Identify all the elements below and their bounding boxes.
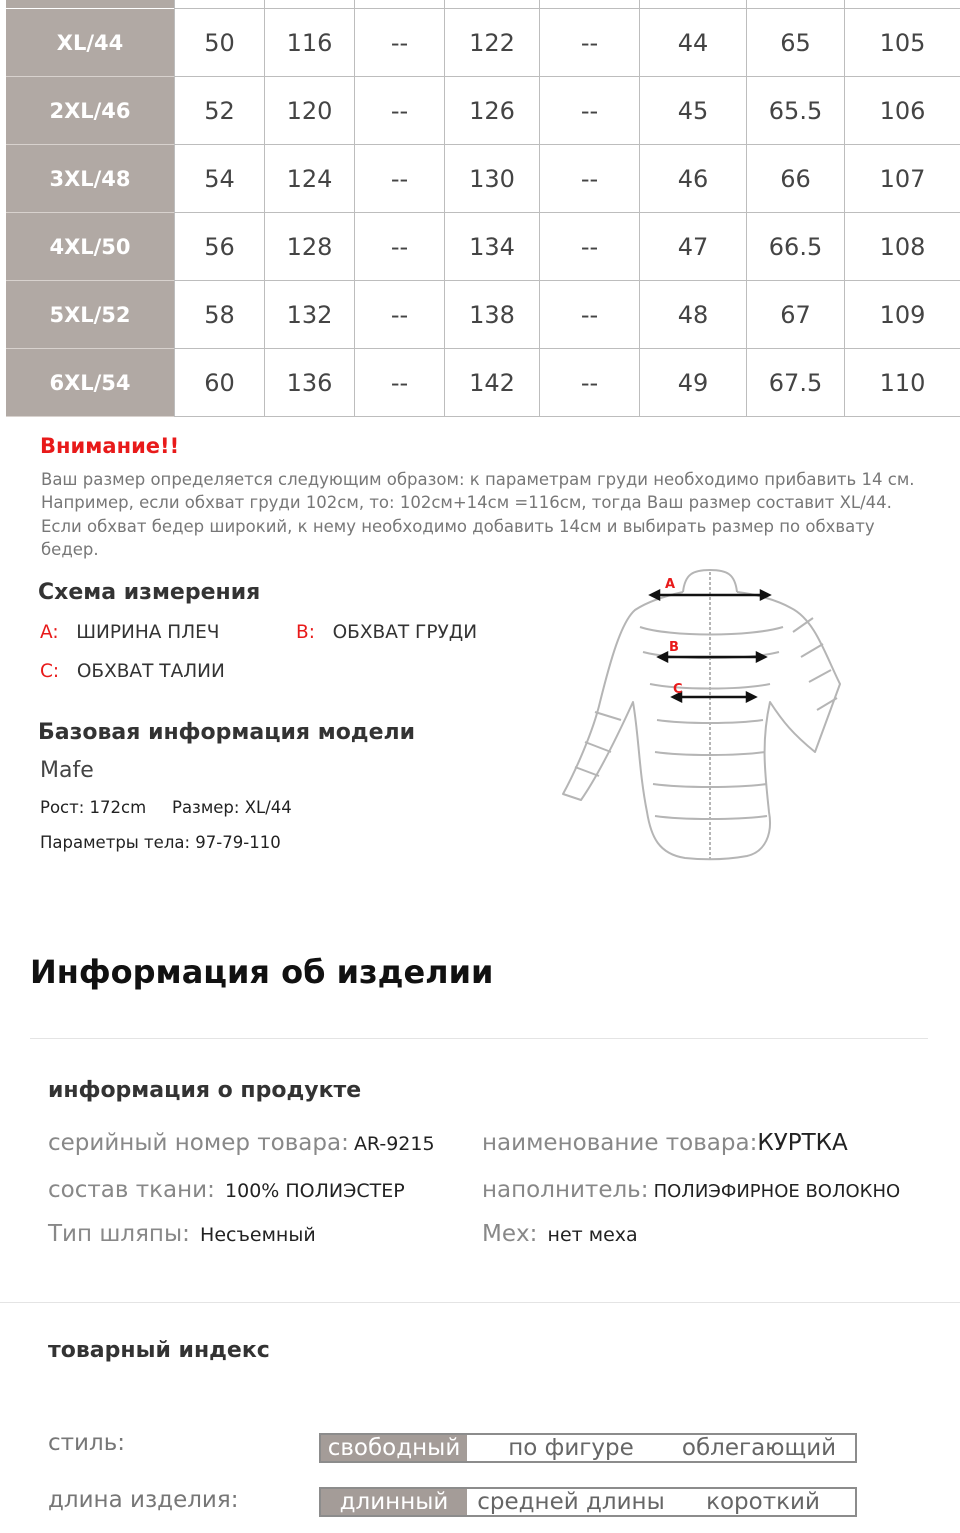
measure-item-a [40, 622, 220, 643]
table-row [6, 145, 960, 213]
divider [0, 1302, 960, 1303]
length-option-medium: средней длины [477, 1489, 665, 1515]
field-label: состав ткани: [48, 1177, 215, 1203]
table-cell: -- [539, 349, 639, 417]
size-label-cell: 5XL/52 [6, 281, 174, 349]
style-scale [319, 1433, 857, 1463]
table-cell: 107 [844, 145, 960, 213]
table-cell: -- [539, 77, 639, 145]
field-value: нет меха [547, 1224, 638, 1246]
table-cell: 50 [174, 9, 264, 77]
table-cell: 65 [746, 9, 844, 77]
table-row [6, 9, 960, 77]
measure-key: B: [296, 622, 315, 643]
table-cell: -- [539, 145, 639, 213]
table-gridline [174, 0, 175, 8]
table-cell: 48 [639, 281, 746, 349]
table-gridline [539, 0, 540, 8]
table-cell: 122 [444, 9, 539, 77]
table-cell: 105 [844, 9, 960, 77]
table-cell: 130 [444, 145, 539, 213]
table-cell: -- [354, 145, 444, 213]
table-cell: 52 [174, 77, 264, 145]
length-option-long: длинный [321, 1489, 467, 1515]
field-serial [48, 1130, 435, 1156]
model-params-label: Параметры тела: [40, 833, 191, 852]
warning-text: Ваш размер определяется следующим образом: к параметрам груди необходимо прибавить 14 см. Например, если обхват груди 102см, то: 102см+14см =116см, тогда Ваш размер составит XL/44. Если обхват бедер широкий, к нему необходимо добавить 14см и выбирать размер по обхвату бедер. [41, 470, 915, 559]
size-label-cell: 2XL/46 [6, 77, 174, 145]
table-cell: 132 [264, 281, 354, 349]
table-top-size-strip [6, 0, 174, 8]
table-row [6, 349, 960, 417]
measure-label: ШИРИНА ПЛЕЧ [76, 622, 220, 643]
field-fabric [48, 1177, 405, 1203]
field-label: Мех: [482, 1221, 538, 1247]
table-cell: 108 [844, 213, 960, 281]
table-cell: 45 [639, 77, 746, 145]
table-gridline [746, 0, 747, 8]
model-height-line [40, 798, 146, 817]
table-cell: 60 [174, 349, 264, 417]
table-cell: -- [354, 213, 444, 281]
measure-label: ОБХВАТ ГРУДИ [332, 622, 478, 643]
size-table [6, 0, 960, 417]
style-label: стиль: [48, 1430, 125, 1456]
model-size-label: Размер: [172, 798, 240, 817]
field-value: 100% ПОЛИЭСТЕР [225, 1180, 405, 1202]
model-params-value: 97-79-110 [195, 833, 281, 852]
table-cell: 44 [639, 9, 746, 77]
table-cell: 120 [264, 77, 354, 145]
table-cell: 47 [639, 213, 746, 281]
field-hood [48, 1221, 316, 1247]
table-cell: 67 [746, 281, 844, 349]
field-value: AR-9215 [353, 1133, 435, 1155]
length-option-short: короткий [706, 1489, 820, 1515]
table-cell: -- [539, 9, 639, 77]
field-label: серийный номер товара: [48, 1130, 349, 1156]
table-cell: 58 [174, 281, 264, 349]
model-params-line [40, 833, 281, 852]
table-cell: 66 [746, 145, 844, 213]
table-cell: 110 [844, 349, 960, 417]
field-filler [482, 1177, 900, 1203]
table-gridline [844, 0, 845, 8]
table-row [6, 281, 960, 349]
field-label: наполнитель: [482, 1177, 649, 1203]
table-gridline [264, 0, 265, 8]
product-index-title: товарный индекс [48, 1338, 270, 1363]
table-cell: 65.5 [746, 77, 844, 145]
field-fur [482, 1221, 638, 1247]
table-cell: 128 [264, 213, 354, 281]
field-value: Несъемный [200, 1224, 316, 1246]
model-name: Mafe [40, 758, 94, 783]
table-gridline [639, 0, 640, 8]
size-label-cell: 4XL/50 [6, 213, 174, 281]
jacket-measurement-diagram [555, 562, 845, 867]
table-cell: 46 [639, 145, 746, 213]
table-cell: -- [354, 77, 444, 145]
measure-item-b [296, 622, 477, 643]
diagram-letter-a: A [665, 577, 676, 592]
warning-title: Внимание!! [40, 434, 180, 458]
product-section-title: Информация об изделии [30, 953, 494, 991]
divider [30, 1038, 928, 1039]
measure-key: A: [40, 622, 59, 643]
table-gridline [354, 0, 355, 8]
field-value: КУРТКА [757, 1130, 848, 1156]
table-row [6, 77, 960, 145]
product-info-title: информация о продукте [48, 1078, 362, 1103]
diagram-letter-b: B [669, 640, 679, 655]
length-label: длина изделия: [48, 1487, 239, 1513]
table-cell: 66.5 [746, 213, 844, 281]
field-value: ПОЛИЭФИРНОЕ ВОЛОКНО [653, 1181, 901, 1202]
measure-scheme-title: Схема измерения [38, 580, 261, 605]
table-cell: -- [354, 281, 444, 349]
field-label: наименование товара: [482, 1130, 758, 1156]
diagram-letter-c: C [673, 682, 683, 697]
table-cell: 138 [444, 281, 539, 349]
table-top-strip [6, 0, 960, 8]
table-cell: 54 [174, 145, 264, 213]
table-gridline [444, 0, 445, 8]
model-height-value: 172cm [89, 798, 147, 817]
table-cell: 49 [639, 349, 746, 417]
size-label-cell: 3XL/48 [6, 145, 174, 213]
table-cell: 116 [264, 9, 354, 77]
size-label-cell: XL/44 [6, 9, 174, 77]
table-cell: 109 [844, 281, 960, 349]
field-label: Тип шляпы: [48, 1221, 190, 1247]
model-size-line [172, 798, 292, 817]
table-cell: 134 [444, 213, 539, 281]
table-cell: 124 [264, 145, 354, 213]
table-cell: 126 [444, 77, 539, 145]
measure-label: ОБХВАТ ТАЛИИ [76, 661, 225, 682]
table-cell: 106 [844, 77, 960, 145]
model-height-label: Рост: [40, 798, 85, 817]
measure-key: C: [40, 661, 60, 682]
table-cell: 136 [264, 349, 354, 417]
model-size-value: XL/44 [244, 798, 292, 817]
table-cell: 142 [444, 349, 539, 417]
model-info-title: Базовая информация модели [38, 720, 416, 745]
length-scale [319, 1487, 857, 1517]
table-cell: -- [354, 9, 444, 77]
table-cell: 67.5 [746, 349, 844, 417]
style-option-fitted: по фигуре [508, 1435, 634, 1461]
table-row [6, 213, 960, 281]
measure-item-c [40, 661, 225, 682]
size-label-cell: 6XL/54 [6, 349, 174, 417]
table-cell: -- [539, 281, 639, 349]
table-cell: -- [539, 213, 639, 281]
table-cell: -- [354, 349, 444, 417]
style-option-tight: облегающий [681, 1435, 837, 1461]
table-cell: 56 [174, 213, 264, 281]
style-option-loose: свободный [321, 1435, 467, 1461]
field-product-name [482, 1130, 848, 1156]
